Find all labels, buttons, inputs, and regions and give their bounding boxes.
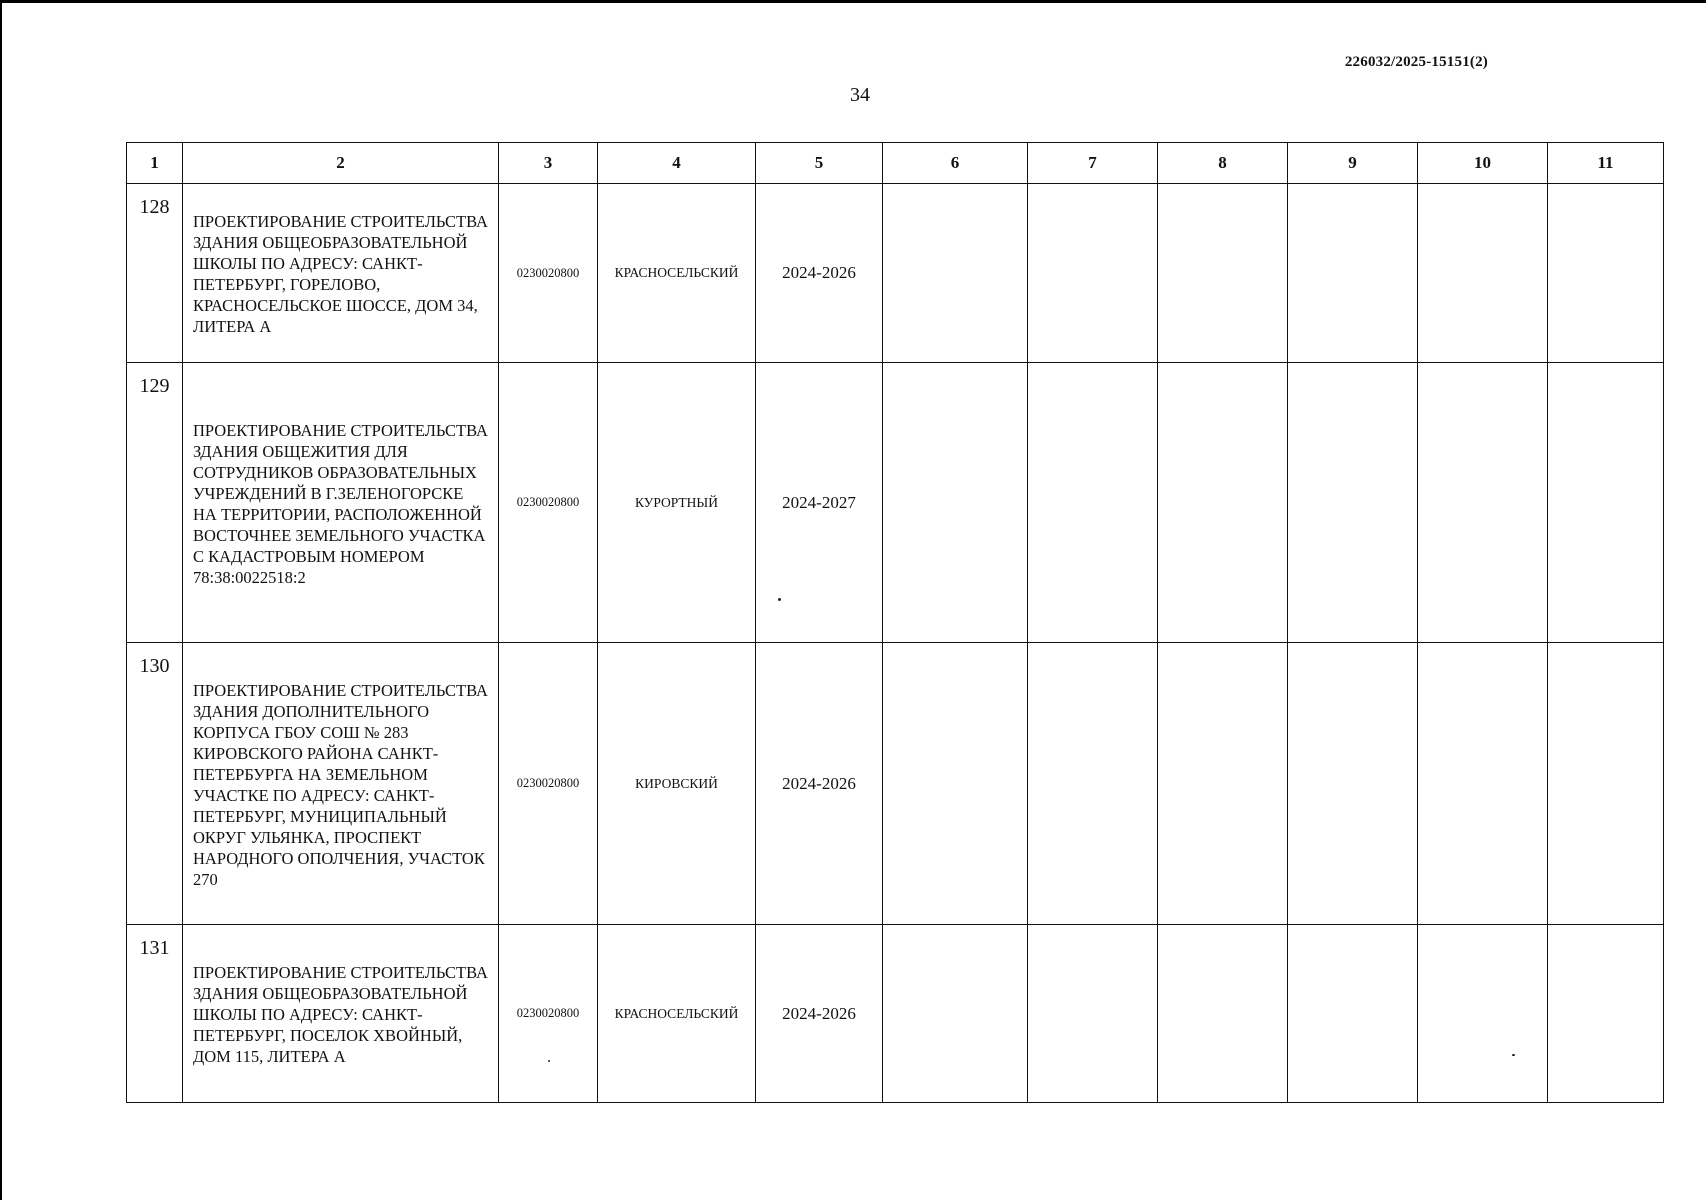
empty-cell <box>1288 643 1418 925</box>
empty-cell <box>1028 925 1158 1103</box>
empty-cell <box>1548 925 1664 1103</box>
column-header: 9 <box>1288 143 1418 184</box>
budget-code: 0230020800 <box>499 925 598 1103</box>
scan-edge-top <box>0 0 1706 3</box>
column-header: 3 <box>499 143 598 184</box>
document-number: 226032/2025-15151(2) <box>1344 54 1488 70</box>
period: 2024-2026 <box>756 643 883 925</box>
scan-edge-left <box>0 0 2 1200</box>
scan-speck <box>778 598 781 601</box>
empty-cell <box>1548 184 1664 363</box>
column-header: 6 <box>883 143 1028 184</box>
empty-cell <box>1418 643 1548 925</box>
column-header: 4 <box>598 143 756 184</box>
period: 2024-2027 <box>756 363 883 643</box>
district: КРАСНОСЕЛЬСКИЙ <box>598 925 756 1103</box>
register-table <box>126 142 1664 1103</box>
empty-cell <box>1158 643 1288 925</box>
object-name: ПРОЕКТИРОВАНИЕ СТРОИТЕЛЬСТВА ЗДАНИЯ ОБЩЕОБРАЗОВАТЕЛЬНОЙ ШКОЛЫ ПО АДРЕСУ: САНКТ-ПЕТЕРБУРГ, ПОСЕЛОК ХВОЙНЫЙ, ДОМ 115, ЛИТЕРА А <box>183 925 499 1103</box>
table-row <box>127 643 1664 925</box>
column-header: 2 <box>183 143 499 184</box>
period: 2024-2026 <box>756 184 883 363</box>
row-number: 128 <box>127 184 183 363</box>
object-name: ПРОЕКТИРОВАНИЕ СТРОИТЕЛЬСТВА ЗДАНИЯ ОБЩЕОБРАЗОВАТЕЛЬНОЙ ШКОЛЫ ПО АДРЕСУ: САНКТ-ПЕТЕРБУРГ, ГОРЕЛОВО, КРАСНОСЕЛЬСКОЕ ШОССЕ, ДОМ 34, ЛИТЕРА А <box>183 184 499 363</box>
table-row <box>127 925 1664 1103</box>
page-number: 34 <box>850 84 870 106</box>
empty-cell <box>1418 363 1548 643</box>
empty-cell <box>1028 643 1158 925</box>
empty-cell <box>1548 643 1664 925</box>
empty-cell <box>883 363 1028 643</box>
empty-cell <box>883 643 1028 925</box>
column-header: 7 <box>1028 143 1158 184</box>
column-header: 10 <box>1418 143 1548 184</box>
table-header-row <box>127 143 1664 184</box>
budget-code: 0230020800 <box>499 363 598 643</box>
district: КУРОРТНЫЙ <box>598 363 756 643</box>
row-number: 130 <box>127 643 183 925</box>
period: 2024-2026 <box>756 925 883 1103</box>
empty-cell <box>1288 363 1418 643</box>
empty-cell <box>1158 184 1288 363</box>
column-header: 8 <box>1158 143 1288 184</box>
empty-cell <box>1028 363 1158 643</box>
row-number: 129 <box>127 363 183 643</box>
empty-cell <box>883 184 1028 363</box>
district: КИРОВСКИЙ <box>598 643 756 925</box>
empty-cell <box>1158 363 1288 643</box>
object-name: ПРОЕКТИРОВАНИЕ СТРОИТЕЛЬСТВА ЗДАНИЯ ОБЩЕЖИТИЯ ДЛЯ СОТРУДНИКОВ ОБРАЗОВАТЕЛЬНЫХ УЧРЕЖДЕНИЙ В Г.ЗЕЛЕНОГОРСКЕ НА ТЕРРИТОРИИ, РАСПОЛОЖЕННОЙ ВОСТОЧНЕЕ ЗЕМЕЛЬНОГО УЧАСТКА С КАДАСТРОВЫМ НОМЕРОМ 78:38:0022518:2 <box>183 363 499 643</box>
district: КРАСНОСЕЛЬСКИЙ <box>598 184 756 363</box>
empty-cell <box>1158 925 1288 1103</box>
column-header: 11 <box>1548 143 1664 184</box>
empty-cell <box>1288 925 1418 1103</box>
empty-cell <box>1418 184 1548 363</box>
empty-cell <box>1418 925 1548 1103</box>
table-row <box>127 184 1664 363</box>
budget-code: 0230020800 <box>499 184 598 363</box>
empty-cell <box>883 925 1028 1103</box>
column-header: 1 <box>127 143 183 184</box>
column-header: 5 <box>756 143 883 184</box>
budget-code: 0230020800 <box>499 643 598 925</box>
object-name: ПРОЕКТИРОВАНИЕ СТРОИТЕЛЬСТВА ЗДАНИЯ ДОПОЛНИТЕЛЬНОГО КОРПУСА ГБОУ СОШ № 283 КИРОВСКОГО РАЙОНА САНКТ-ПЕТЕРБУРГА НА ЗЕМЕЛЬНОМ УЧАСТКЕ ПО АДРЕСУ: САНКТ-ПЕТЕРБУРГ, МУНИЦИПАЛЬНЫЙ ОКРУГ УЛЬЯНКА, ПРОСПЕКТ НАРОДНОГО ОПОЛЧЕНИЯ, УЧАСТОК 270 <box>183 643 499 925</box>
scan-speck <box>1512 1054 1515 1056</box>
row-number: 131 <box>127 925 183 1103</box>
scan-speck <box>548 1060 550 1062</box>
empty-cell <box>1548 363 1664 643</box>
table-row <box>127 363 1664 643</box>
empty-cell <box>1288 184 1418 363</box>
empty-cell <box>1028 184 1158 363</box>
